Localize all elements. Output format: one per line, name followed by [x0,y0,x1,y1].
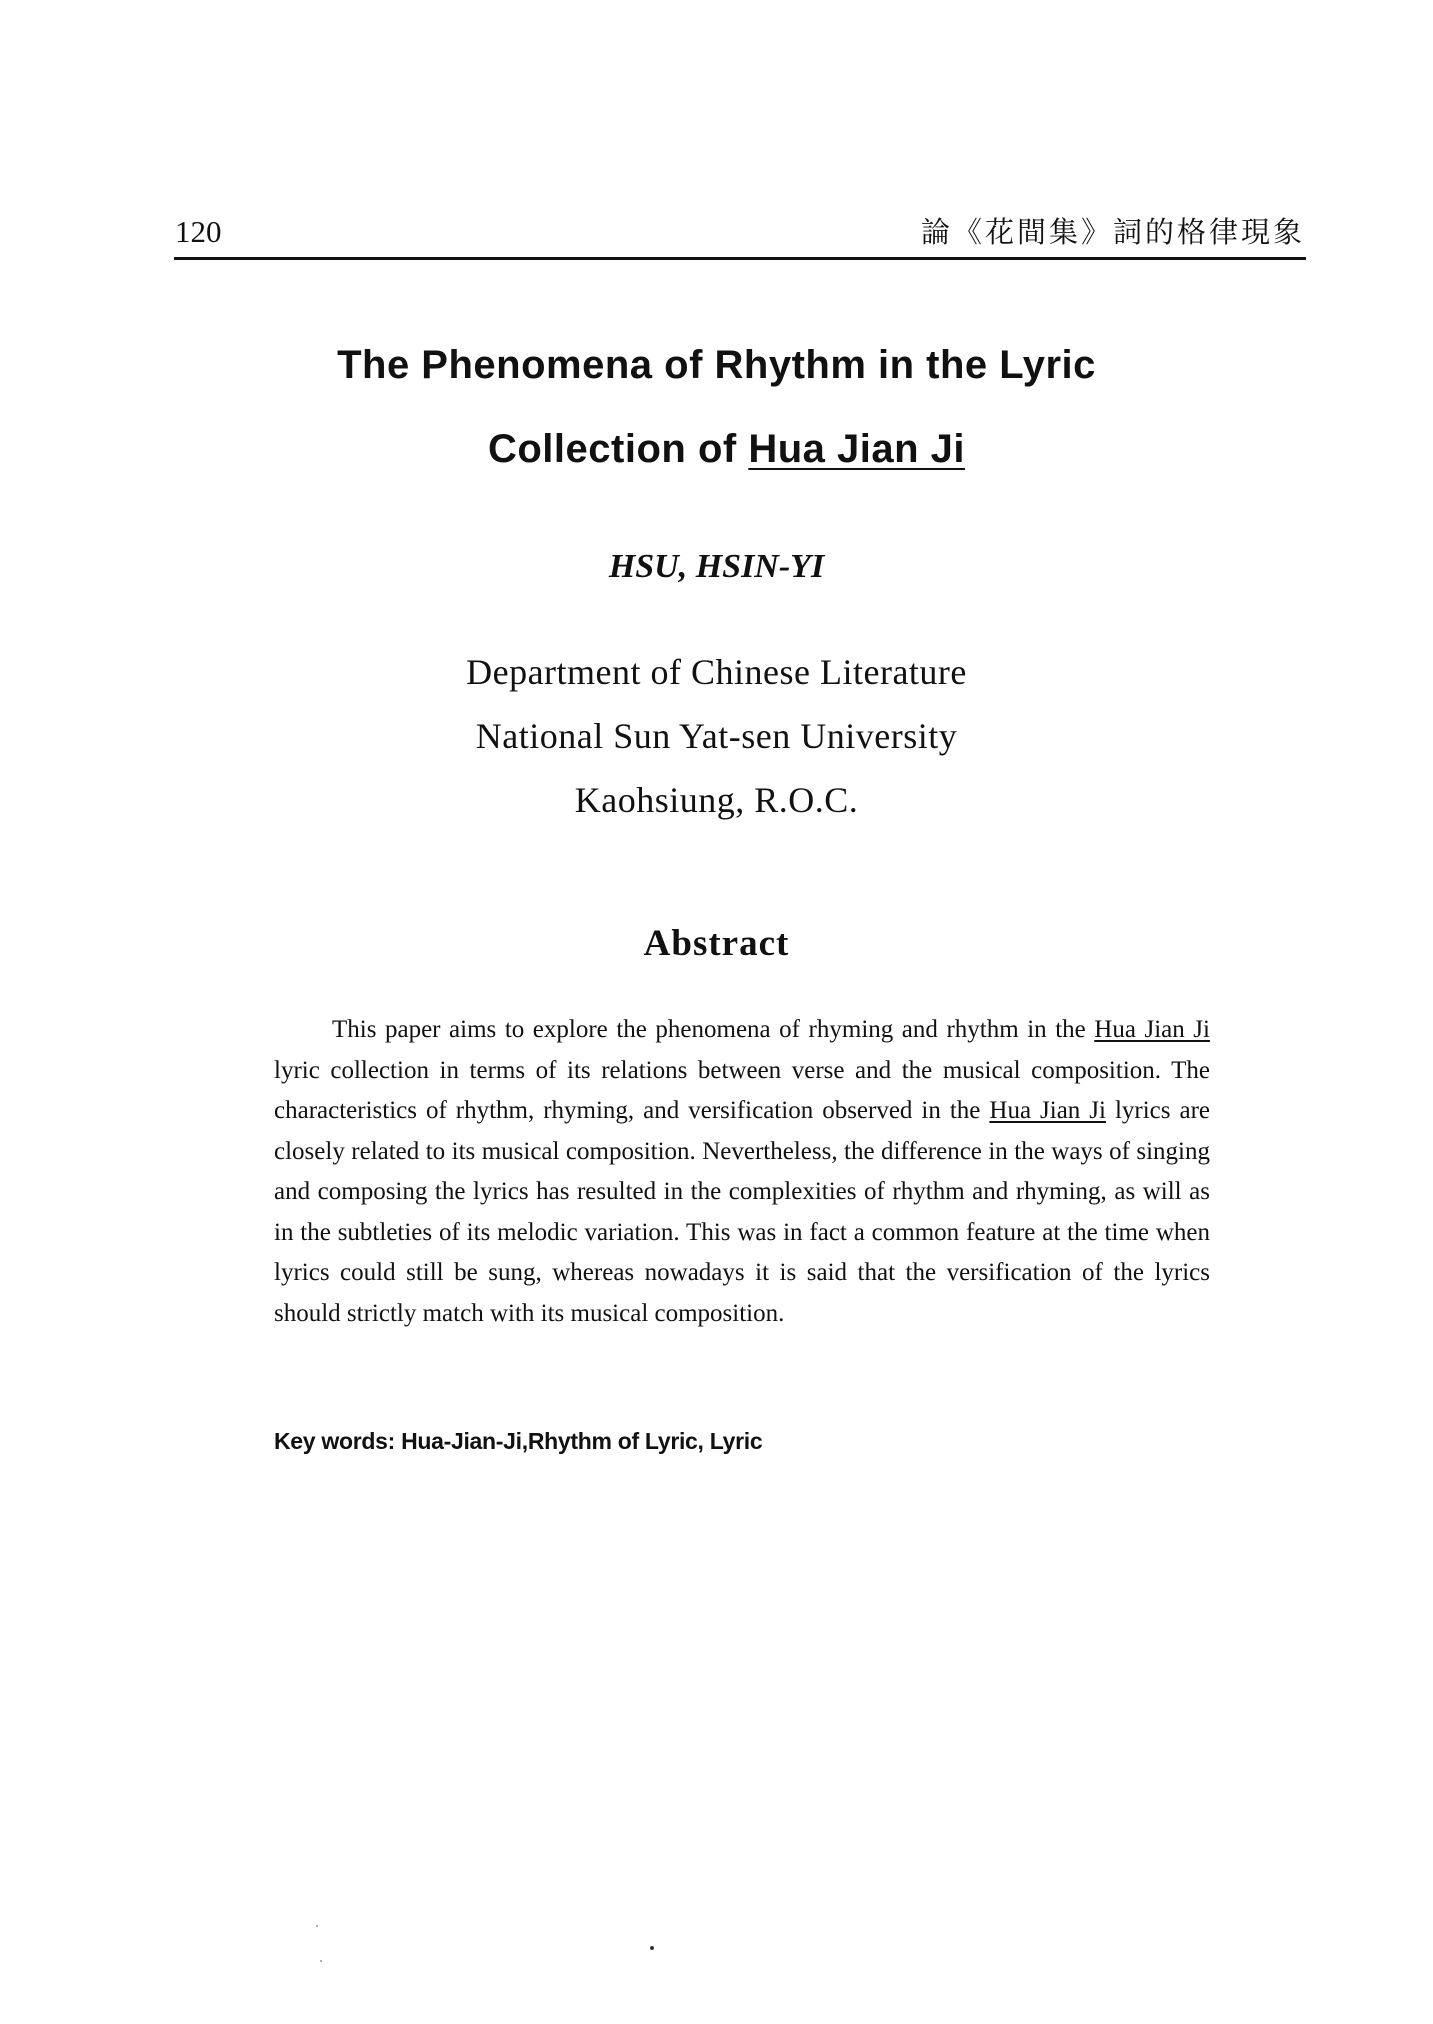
keywords: Key words: Hua-Jian-Ji,Rhythm of Lyric, Lyric [274,1428,763,1454]
scan-speck [316,1925,318,1927]
header-rule [174,257,1306,260]
abstract-body [274,1010,1210,1334]
affiliation-department: Department of Chinese Literature [466,652,967,692]
abstract-text-2: lyric collection in terms of its relations between verse and the musical composition. The characteristics of rhythm, rhyming, and versification observed in the [274,1056,1210,1124]
paper-title-prefix: Collection of [487,427,749,471]
affiliation-block [0,640,1433,832]
affiliation-location: Kaohsiung, R.O.C. [574,780,859,820]
abstract-ref-title-2: Hua Jian Ji [989,1097,1106,1124]
paper-title-collection-name: Hua Jian Ji [748,427,966,471]
affiliation-university: National Sun Yat-sen University [475,716,958,756]
scan-speck [650,1946,654,1950]
abstract-text-3: lyrics are closely related to its musical composition. Nevertheless, the difference in the ways of singing and composing the lyrics has resulted in the complexities of rhythm and rhyming, as will as in the subtleties of its melodic variation. This was in fact a common feature at the time when lyrics could still be sung, whereas nowadays it is said that the versification of the lyrics should strictly match with its musical composition. [274,1097,1210,1327]
author-name: HSU, HSIN-YI [608,548,825,585]
running-header [175,212,1305,262]
paper-title-line-1: The Phenomena of Rhythm in the Lyric [337,343,1096,387]
running-title: 論《花間集》詞的格律現象 [920,215,1305,249]
abstract-ref-title-1: Hua Jian Ji [1094,1016,1210,1043]
scan-speck [320,1960,322,1962]
paper-title-line-2 [0,424,1433,474]
abstract-heading: Abstract [643,923,790,964]
abstract-text-1: This paper aims to explore the phenomena of rhyming and rhythm in the [332,1016,1095,1043]
page-number: 120 [175,214,222,249]
